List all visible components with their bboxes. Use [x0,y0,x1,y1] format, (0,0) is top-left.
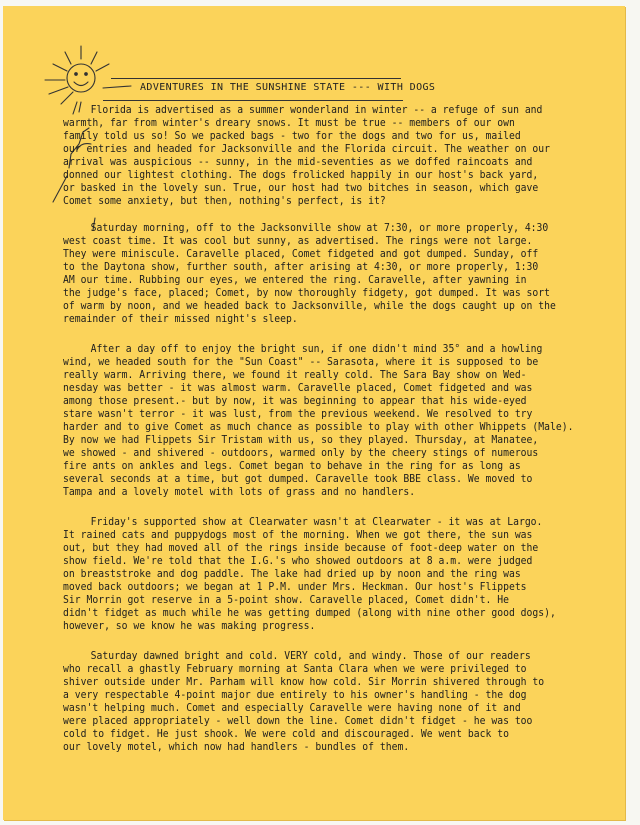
text-line: out, but they had moved all of the rings inside because of foot-deep water on the [63,542,539,554]
paragraph-4 [63,516,591,633]
text-line: wind, we headed south for the "Sun Coast" -- Sarasota, where it is supposed to be [63,356,539,368]
text-line: show field. We're told that the I.G.'s who showed outdoors at 8 a.m. were judged [63,555,533,567]
text-line: Saturday morning, off to the Jacksonville show at 7:30, or more properly, 4:30 [90,222,549,234]
text-line: They were miniscule. Caravelle placed, Comet fidgeted and got dumped. Sunday, off [63,248,539,260]
paragraph-3 [63,343,591,499]
text-line: our lovely motel, which now had handlers - bundles of them. [63,741,410,753]
text-line: After a day off to enjoy the bright sun, if one didn't mind 35° and a howling [90,343,543,355]
text-line: warmth, far from winter's dreary snows. It must be true -- members of our own [63,117,515,129]
text-line: several seconds at a time, but got dumped. Caravelle took BBE class. We moved to [63,473,533,485]
text-line: cold to fidget. He just shook. We were cold and discouraged. We went back to [63,728,509,740]
text-line: Florida is advertised as a summer wonderland in winter -- a refuge of sun and [90,104,543,116]
text-line: shiver outside under Mr. Parham will know how cold. Sir Morrin shivered through to [63,676,545,688]
text-line: however, so we know he was making progress. [63,620,316,632]
text-line: of warm by noon, and we headed back to Jacksonville, while the dogs caught up on the [63,300,556,312]
text-line: Comet some anxiety, but then, nothing's perfect, is it? [63,195,386,207]
text-line: nesday was better - it was almost warm. Caravelle placed, Comet fidgeted and was [63,382,533,394]
text-line: Friday's supported show at Clearwater wasn't at Clearwater - it was at Largo. [90,516,543,528]
text-line: the judge's face, placed; Comet, by now thoroughly fidgety, got dumped. It was sort [63,287,551,299]
text-line: to the Daytona show, further south, after arising at 4:30, or more properly, 1:30 [63,261,539,273]
text-line: harder and to give Comet as much chance as possible to play with other Whippets (Male). [63,421,574,433]
paragraph-2 [63,222,591,326]
text-line: remainder of their missed night's sleep. [63,313,298,325]
text-line: moved back outdoors; we began at 1 P.M. under Mrs. Heckman. Our host's Flippets [63,581,527,593]
text-line: we showed - and shivered - outdoors, warmed only by the cheery stings of numerous [63,447,539,459]
text-line: on breaststroke and dog paddle. The lake had dried up by noon and the ring was [63,568,521,580]
paper-sheet [3,6,625,820]
text-line: didn't fidget as much while he was getting dumped (along with nine other good dogs), [63,607,556,619]
page-title: ADVENTURES IN THE SUNSHINE STATE --- WITH DOGS [140,82,436,93]
text-line: among those present.- but by now, it was beginning to appear that his wide-eyed [63,395,527,407]
title-rule-bottom [103,100,403,101]
text-line: It rained cats and puppydogs most of the morning. When we got there, the sun was [63,529,533,541]
text-line: really warm. Arriving there, we found it really cold. The Sara Bay show on Wed- [63,369,527,381]
text-line: west coast time. It was cool but sunny, as advertised. The rings were not large. [63,235,533,247]
text-line: Sir Morrin got reserve in a 5-point show. Caravelle placed, Comet didn't. He [63,594,509,606]
text-line: fire ants on ankles and legs. Comet began to behave in the ring for as long as [63,460,521,472]
paragraph-1 [63,104,591,208]
text-line: Tampa and a lovely motel with lots of grass and no handlers. [63,486,416,498]
text-line: arrival was auspicious -- sunny, in the mid-seventies as we doffed raincoats and [63,156,533,168]
text-line: or basked in the lovely sun. True, our host had two bitches in season, which gave [63,182,539,194]
text-line: stare wasn't terror - it was lust, from the previous weekend. We resolved to try [63,408,533,420]
text-line: wasn't helping much. Comet and especially Caravelle were having none of it and [63,702,521,714]
article-body [63,104,591,754]
paragraph-5 [63,650,591,754]
text-line: donned our lightest clothing. The dogs frolicked happily in our host's back yard, [63,169,539,181]
text-line: were placed appropriately - well down the line. Comet didn't fidget - he was too [63,715,533,727]
text-line: family told us so! So we packed bags - two for the dogs and two for us, mailed [63,130,521,142]
text-line: By now we had Flippets Sir Tristam with us, so they played. Thursday, at Manatee, [63,434,539,446]
text-line: Saturday dawned bright and cold. VERY cold, and windy. Those of our readers [90,650,531,662]
text-line: who recall a ghastly February morning at Santa Clara when we were privileged to [63,663,527,675]
title-rule-top [111,78,401,79]
text-line: a very respectable 4-point major due entirely to his owner's handling - the dog [63,689,527,701]
text-line: AM our time. Rubbing our eyes, we entered the ring. Caravelle, after yawning in [63,274,527,286]
text-line: our entries and headed for Jacksonville and the Florida circuit. The weather on our [63,143,551,155]
